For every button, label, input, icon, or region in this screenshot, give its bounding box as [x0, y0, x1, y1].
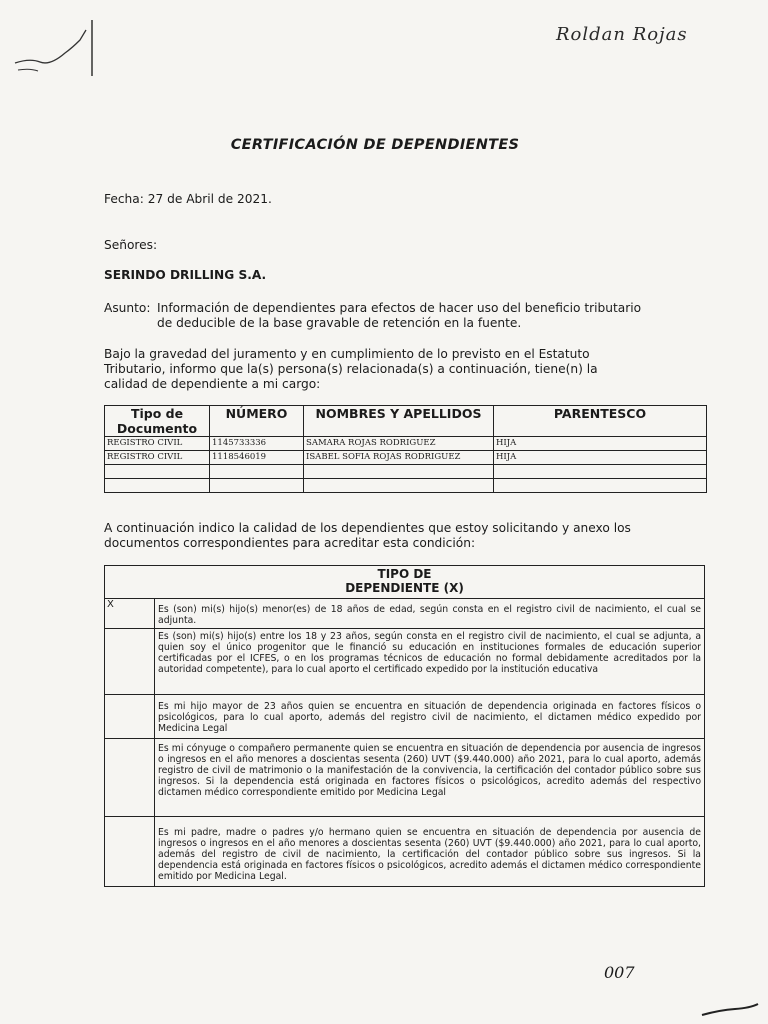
table-row	[105, 695, 705, 739]
description-cell: Es (son) mi(s) hijo(s) menor(es) de 18 años de edad, según consta en el registro civil de nacimiento, el cual se adjunta.	[155, 599, 705, 629]
cell-relationship	[494, 465, 707, 479]
table-row	[105, 739, 705, 817]
intro-line: Tributario, informo que la(s) persona(s) relacionada(s) a continuación, tiene(n) la	[104, 362, 598, 376]
checkbox-cell[interactable]	[105, 629, 155, 695]
table-row	[105, 451, 707, 465]
dependent-type-table	[104, 565, 705, 887]
cell-names: SAMARA ROJAS RODRIGUEZ	[304, 437, 494, 451]
cell-doc-type: REGISTRO CIVIL	[105, 451, 210, 465]
checkbox-cell[interactable]	[105, 739, 155, 817]
company-name: SERINDO DRILLING S.A.	[104, 268, 267, 282]
checkbox-cell[interactable]	[105, 695, 155, 739]
table-row	[105, 465, 707, 479]
description-cell: Es mi cónyuge o compañero permanente quien se encuentra en situación de dependencia por ausencia de ingresos o ingresos en el año menores a doscientas sesenta (260) UVT ($9.440.000) año 2021, para lo cual aporto, además registro de civil de matrimonio o la manifestación de la convivencia, la certificación del contador público sobre sus ingresos. Si la dependencia está originada en factores físicos o psicológicos, acredito además del respectivo dictamen médico correspondiente emitido por Medicina Legal	[155, 739, 705, 817]
header-relationship: PARENTESCO	[494, 406, 707, 437]
table-row	[105, 817, 705, 887]
type-header-line-1: TIPO DE	[377, 567, 432, 581]
cell-doc-type: REGISTRO CIVIL	[105, 437, 210, 451]
cell-names	[304, 465, 494, 479]
intro-line: calidad de dependiente a mi cargo:	[104, 377, 321, 391]
cell-number	[210, 479, 304, 493]
cell-names: ISABEL SOFIA ROJAS RODRIGUEZ	[304, 451, 494, 465]
checkbox-cell[interactable]: X	[105, 599, 155, 629]
description-cell: Es (son) mi(s) hijo(s) entre los 18 y 23 años, según consta en el registro civil de nacimiento, el cual se adjunta, a quien soy el único progenitor que le financió su educación en instituciones formales de educación superior certificadas por el ICFES, o en los programas técnicos de educación no formal debidamente acreditados por la autoridad competente), para lo cual aporto el certificado expedido por la institución educativa	[155, 629, 705, 695]
salutation: Señores:	[104, 238, 158, 252]
margin-scribble	[10, 18, 95, 78]
document-title: CERTIFICACIÓN DE DEPENDIENTES	[230, 137, 520, 153]
type-table-header-cell	[105, 566, 705, 599]
header-names: NOMBRES Y APELLIDOS	[304, 406, 494, 437]
page-number: 007	[604, 963, 635, 982]
table-row	[105, 479, 707, 493]
continuation-paragraph	[104, 521, 714, 551]
subject-line-2: de deducible de la base gravable de retención en la fuente.	[157, 316, 522, 330]
cell-number: 1145733336	[210, 437, 304, 451]
table-header-row	[105, 406, 707, 437]
continuation-line: A continuación indico la calidad de los dependientes que estoy solicitando y anexo los	[104, 521, 631, 535]
description-cell: Es mi hijo mayor de 23 años quien se encuentra en situación de dependencia originada en factores físicos o psicológicos, para lo cual aporto, además del registro civil de nacimiento, el dictamen médico expedido por Medicina Legal	[155, 695, 705, 739]
header-number: NÚMERO	[210, 406, 304, 437]
cell-relationship	[494, 479, 707, 493]
table-row	[105, 599, 705, 629]
table-row	[105, 437, 707, 451]
intro-paragraph	[104, 347, 704, 392]
cell-names	[304, 479, 494, 493]
handwritten-name: Roldan Rojas	[556, 24, 688, 45]
cell-doc-type	[105, 479, 210, 493]
date-line: Fecha: 27 de Abril de 2021.	[104, 192, 272, 206]
dependents-table	[104, 405, 707, 493]
cell-doc-type	[105, 465, 210, 479]
subject-line-1: Información de dependientes para efectos de hacer uso del beneficio tributario	[157, 301, 642, 315]
checkbox-cell[interactable]	[105, 817, 155, 887]
continuation-line: documentos correspondientes para acreditar esta condición:	[104, 536, 476, 550]
subject-label: Asunto:	[104, 301, 151, 315]
intro-line: Bajo la gravedad del juramento y en cumplimiento de lo previsto en el Estatuto	[104, 347, 590, 361]
header-doc-type: Tipo de Documento	[105, 406, 210, 437]
cell-relationship: HIJA	[494, 437, 707, 451]
table-row	[105, 629, 705, 695]
cell-number: 1118546019	[210, 451, 304, 465]
type-table-header	[105, 566, 705, 599]
cell-relationship: HIJA	[494, 451, 707, 465]
type-header-line-2: DEPENDIENTE (X)	[345, 581, 464, 595]
cell-number	[210, 465, 304, 479]
corner-scribble	[700, 1000, 760, 1020]
description-cell: Es mi padre, madre o padres y/o hermano quien se encuentra en situación de dependencia por ausencia de ingresos o ingresos en el año menores a doscientas sesenta (260) UVT ($9.440.000) año 2021, para lo cual aporto, además del registro de civil de nacimiento, la certificación del contador público sobre sus ingresos. Si la dependencia está originada en factores físicos o psicológicos, acredito además el dictamen médico correspondiente emitido por Medicina Legal.	[155, 817, 705, 887]
